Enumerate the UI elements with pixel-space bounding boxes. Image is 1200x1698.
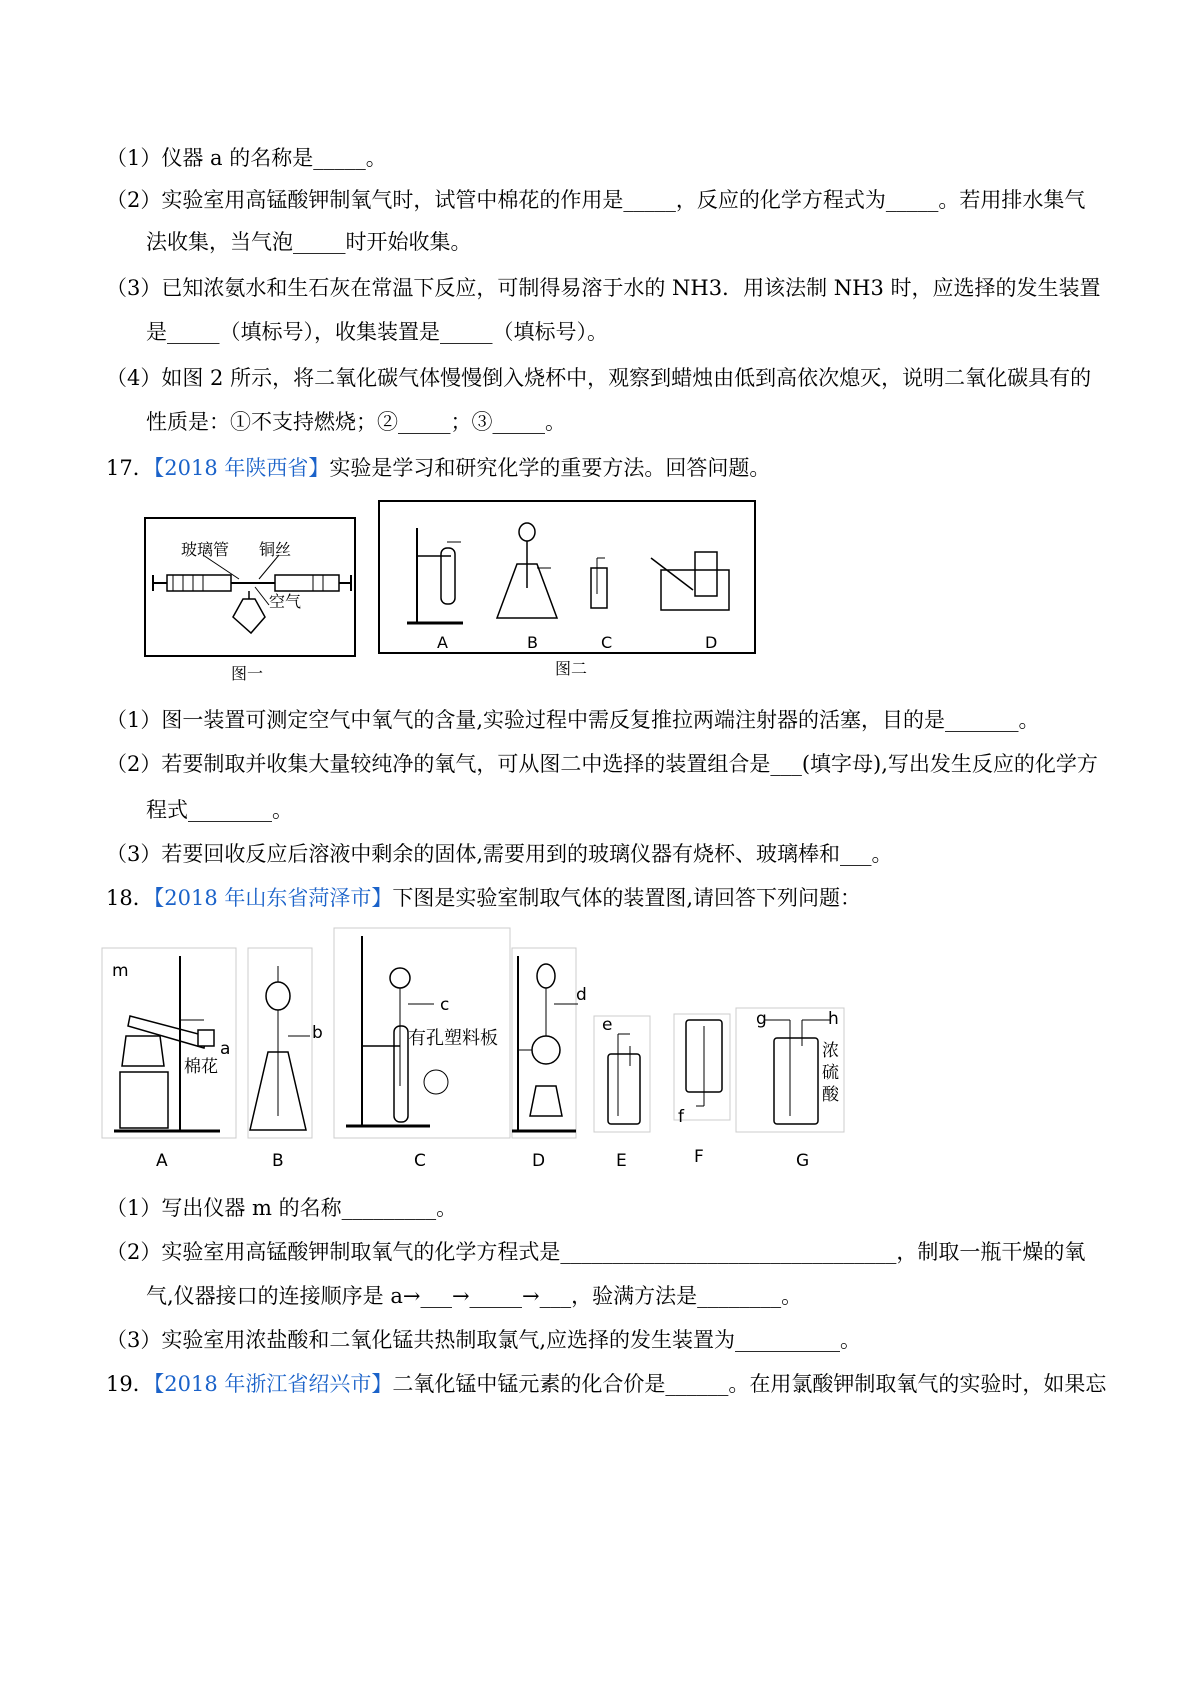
label-D: D	[705, 633, 718, 652]
question-number: 19．	[106, 1372, 154, 1396]
label-E: E	[616, 1151, 627, 1171]
label-perforated-plate: 有孔塑料板	[408, 1028, 498, 1049]
figure-two-caption: 图二	[555, 659, 588, 678]
label-C: C	[601, 633, 613, 652]
figure-one-caption: 图一	[231, 664, 264, 683]
q18-part1: （1）写出仪器 m 的名称_________。	[106, 1196, 458, 1220]
q17-part3: （3）若要回收反应后溶液中剩余的固体,需要用到的玻璃仪器有烧杯、玻璃棒和___。	[106, 842, 893, 866]
label-a: a	[220, 1039, 231, 1059]
label-m: m	[112, 961, 129, 981]
label-g: g	[756, 1009, 767, 1029]
q18-part3: （3）实验室用浓盐酸和二氧化锰共热制取氯气,应选择的发生装置为__________。	[106, 1328, 862, 1352]
q16-part4-line1: （4）如图 2 所示，将二氧化碳气体慢慢倒入烧杯中，观察到蜡烛由低到高依次熄灭，说明二氧化碳具有的	[106, 366, 1092, 390]
q18-part2-line1: （2）实验室用高锰酸钾制取氧气的化学方程式是________________________________，制取一瓶干燥的氧	[106, 1240, 1086, 1264]
label-C: C	[414, 1151, 426, 1171]
label-d: d	[576, 985, 587, 1005]
question-source: 【2018 年山东省菏泽市】	[153, 886, 393, 910]
label-e: e	[602, 1015, 613, 1035]
label-air: 空气	[269, 592, 302, 611]
q17-figure-two	[375, 498, 757, 680]
q16-part2-line1: （2）实验室用高锰酸钾制氧气时，试管中棉花的作用是_____，反应的化学方程式为_____。若用排水集气	[106, 188, 1086, 212]
question-source: 【2018 年陕西省】	[153, 456, 330, 480]
label-acid-1: 浓	[822, 1041, 839, 1061]
label-B: B	[272, 1151, 284, 1171]
q18-apparatus-figure	[100, 926, 850, 1171]
q17-figure-one	[143, 515, 363, 685]
q18-stem-line	[106, 884, 1200, 912]
label-G: G	[796, 1151, 810, 1171]
question-number: 17．	[106, 456, 154, 480]
q17-part2-line2: 程式________。	[146, 798, 293, 822]
label-A: A	[437, 633, 448, 652]
q16-part4-line2: 性质是：①不支持燃烧；②_____；③_____。	[146, 410, 566, 434]
label-cotton: 棉花	[184, 1057, 218, 1077]
q17-part2-line1: （2）若要制取并收集大量较纯净的氧气，可从图二中选择的装置组合是___(填字母),写出发生反应的化学方	[106, 752, 1098, 776]
label-f: f	[678, 1107, 684, 1127]
label-acid-3: 酸	[822, 1085, 839, 1105]
question-source: 【2018 年浙江省绍兴市】	[153, 1372, 393, 1396]
label-b: b	[312, 1023, 323, 1043]
question-stem: 二氧化锰中锰元素的化合价是______。在用氯酸钾制取氧气的实验时，如果忘	[392, 1372, 1107, 1396]
label-F: F	[694, 1147, 704, 1167]
q19-stem-line	[106, 1370, 1200, 1398]
q16-part2-line2: 法收集，当气泡_____时开始收集。	[146, 230, 472, 254]
label-A: A	[156, 1151, 168, 1171]
label-B: B	[527, 633, 538, 652]
label-D: D	[532, 1151, 546, 1171]
question-stem: 下图是实验室制取气体的装置图,请回答下列问题：	[392, 886, 862, 910]
label-copper-wire: 铜丝	[259, 540, 292, 559]
q17-stem-line	[106, 454, 1200, 482]
label-glass-tube: 玻璃管	[181, 540, 230, 559]
label-c: c	[440, 995, 450, 1015]
q16-part3-line1: （3）已知浓氨水和生石灰在常温下反应，可制得易溶于水的 NH3．用该法制 NH3 时，应选择的发生装置	[106, 276, 1101, 300]
q16-part3-line2: 是_____（填标号），收集装置是_____（填标号）。	[146, 320, 608, 344]
q18-part2-line2: 气,仪器接口的连接顺序是 a→___→_____→___，验满方法是________。	[146, 1284, 803, 1308]
question-number: 18．	[106, 886, 154, 910]
q17-part1: （1）图一装置可测定空气中氧气的含量,实验过程中需反复推拉两端注射器的活塞，目的是_______。	[106, 708, 1040, 732]
q16-part1: （1）仪器 a 的名称是_____。	[106, 146, 387, 170]
label-h: h	[828, 1009, 839, 1029]
question-stem: 实验是学习和研究化学的重要方法。回答问题。	[329, 456, 771, 480]
label-acid-2: 硫	[822, 1063, 839, 1083]
